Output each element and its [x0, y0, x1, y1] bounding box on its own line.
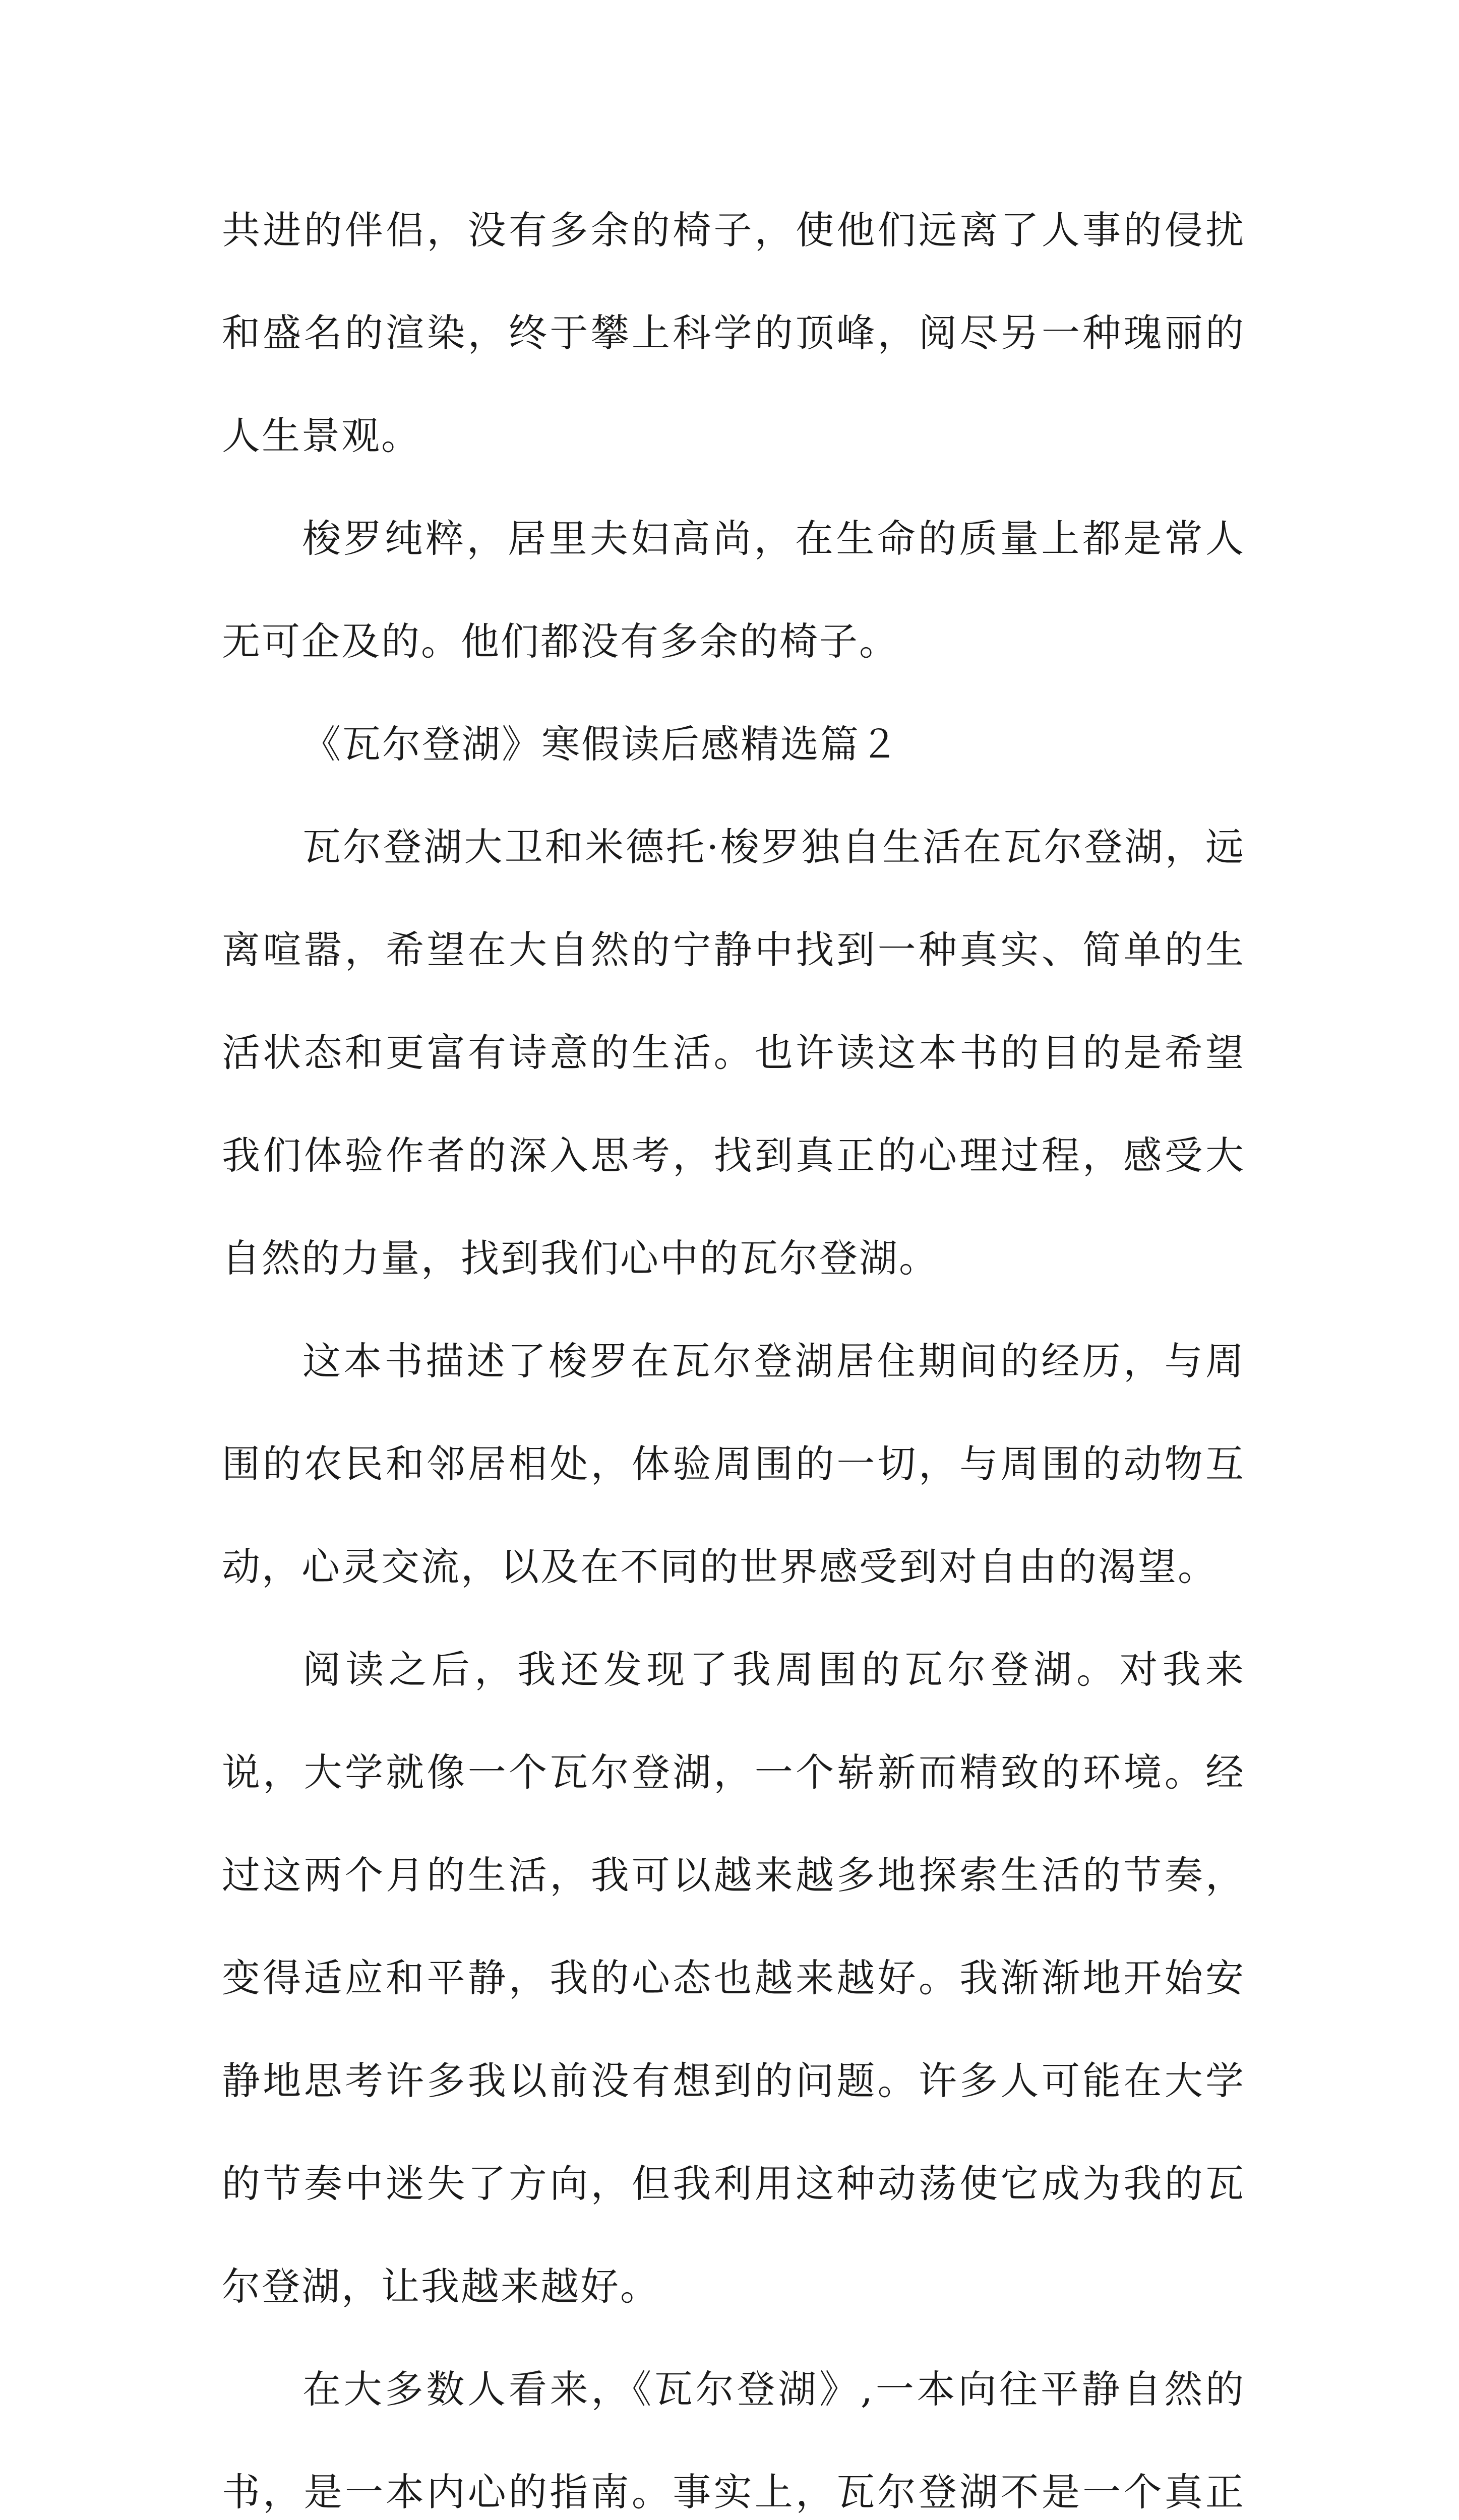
paragraph-walden-intro: 瓦尔登湖大卫和米德托·梭罗独自生活在瓦尔登湖，远离喧嚣，希望在大自然的宁静中找到一种真实、简单的生活状态和更富有诗意的生活。也许读这本书的目的是希望我们体验作者的深入思考，找到真正的心理过程，感受大自然的力量，找到我们心中的瓦尔登湖。	[222, 825, 1245, 1281]
section-heading: 《瓦尔登湖》寒假读后感精选篇２	[302, 722, 900, 767]
paragraph-thoreau-curie: 梭罗纯粹，居里夫妇高尚，在生命的质量上都是常人无可企及的。他们都没有多余的椅子。	[222, 516, 1245, 664]
paragraph-spiritual-guide: 在大多数人看来，《瓦尔登湖》,一本向往平静自然的书，是一本内心的指南。事实上，瓦尔登湖不是一个真正	[222, 2367, 1245, 2514]
paragraph-reflection: 阅读之后，我还发现了我周围的瓦尔登湖。对我来说，大学就像一个瓦尔登湖，一个崭新而精致的环境。经过这两个月的生活，我可以越来越多地探索生活的节奏，变得适应和平静，我的心态也越来越好。我渐渐地开始安静地思考许多我以前没有想到的问题。许多人可能在大学的节奏中迷失了方向，但我利用这种动荡使它成为我的瓦尔登湖，让我越来越好。	[222, 1647, 1245, 2309]
document-body	[222, 179, 1245, 2520]
paragraph-continuation: 共进的伴侣，没有多余的椅子，使他们远离了人事的侵扰和盛名的渲染，终于攀上科学的顶峰，阅尽另一种瑰丽的人生景观。	[222, 208, 1245, 458]
paragraph-book-description: 这本书描述了梭罗在瓦尔登湖居住期间的经历，与周围的农民和邻居相处，体验周围的一切，与周围的动物互动，心灵交流，以及在不同的世界感受到对自由的渴望。	[222, 1339, 1245, 1589]
